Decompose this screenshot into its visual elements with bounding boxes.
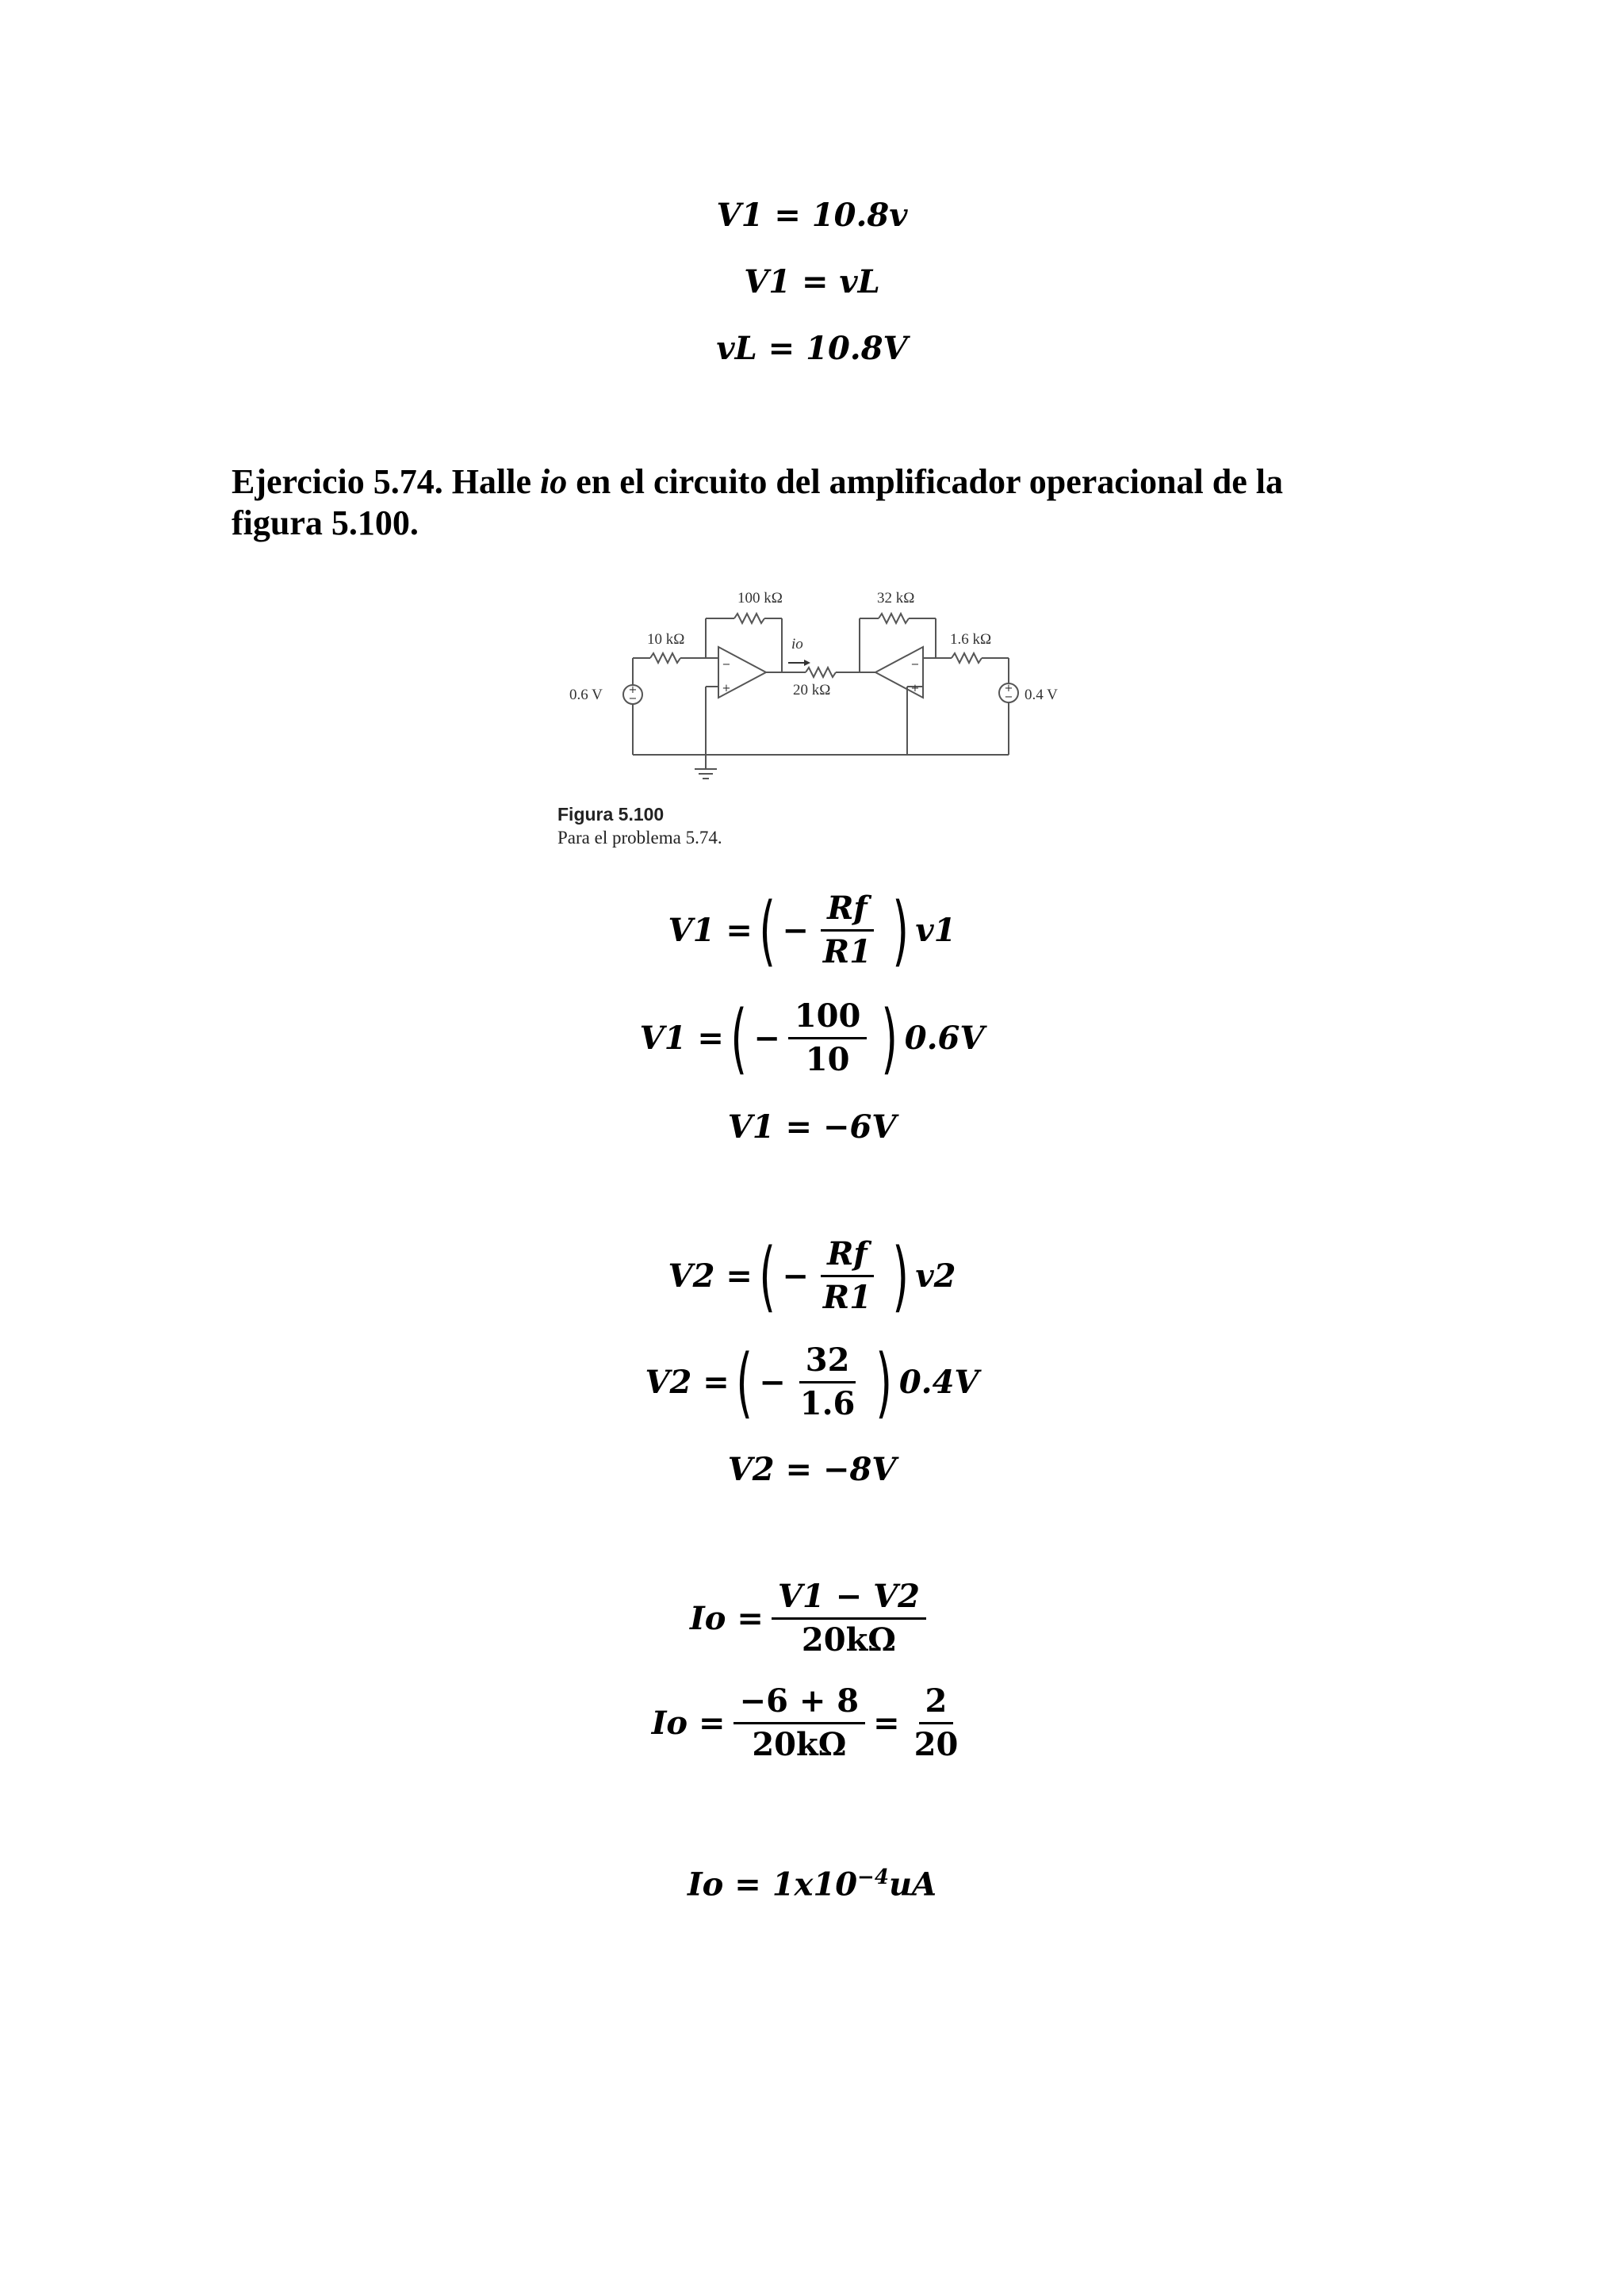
v1-lhs: V1 = xyxy=(668,912,753,949)
label-32k: 32 kΩ xyxy=(877,590,915,607)
io-lhs: Io = xyxy=(690,1600,764,1637)
io-lhs-2: Io = xyxy=(651,1705,726,1742)
equation-io-numeric xyxy=(0,1681,1624,1766)
exercise-heading xyxy=(232,461,1421,544)
heading-line1-rest: en el circuito del amplificador operacional de la xyxy=(567,462,1283,501)
figure-caption-title: Figura 5.100 xyxy=(557,804,665,825)
resistor-32k xyxy=(879,614,909,623)
resistor-10k xyxy=(650,653,680,663)
svg-text:−: − xyxy=(1004,691,1013,703)
v2-lhs: V2 = xyxy=(668,1257,753,1295)
equation-v1-value: V1 = 10.8v xyxy=(716,197,908,234)
resistor-100k xyxy=(734,614,764,623)
resistor-20k xyxy=(806,668,836,677)
equation-v1-result: V1 = −6V xyxy=(727,1108,897,1146)
circuit-figure xyxy=(539,571,1063,872)
svg-text:−: − xyxy=(722,659,731,671)
heading-prefix: Ejercicio 5.74. Halle xyxy=(232,462,540,501)
v2-var: v2 xyxy=(915,1257,956,1295)
heading-line2: figura 5.100. xyxy=(232,503,419,542)
equation-v1-formula: V1 = ( − $\frac{Rf}{R1}$ ) v1 xyxy=(668,886,956,975)
svg-text:+: + xyxy=(910,683,920,695)
equation-io-result: $Io = 1x10^{-4}uA$ xyxy=(687,1866,937,1904)
label-1-6k: 1.6 kΩ xyxy=(950,631,992,648)
svg-text:+: + xyxy=(628,684,638,696)
fraction-32-1-6: $\frac{32}{1.6}$ xyxy=(799,1341,856,1422)
figure-caption-text: Para el problema 5.74. xyxy=(557,828,722,848)
fraction-2-20: $\frac{2}{20}$ xyxy=(914,1682,959,1763)
svg-text:+: + xyxy=(1004,683,1013,695)
equation-v2-numeric: V2 = ( − $\frac{32}{1.6}$ ) 0.4V xyxy=(645,1337,979,1427)
equation-io-formula xyxy=(0,1576,1624,1661)
fraction-100-10: $\frac{100}{10}$ xyxy=(788,996,868,1081)
fraction-minus6-plus8: $\frac{-6 + 8}{20k\Omega}$ xyxy=(733,1681,866,1766)
equation-v2-result: V2 = −8V xyxy=(727,1451,897,1488)
fraction-rf-r1-2: $\frac{Rf}{R1}$ xyxy=(817,1234,878,1318)
heading-var: io xyxy=(539,462,568,501)
label-20k: 20 kΩ xyxy=(793,682,831,698)
fraction-rf-r1: $\frac{Rf}{R1}$ xyxy=(817,888,878,973)
equation-v2-formula: V2 = ( − $\frac{Rf}{R1}$ ) v2 xyxy=(668,1231,956,1321)
resistor-1-6k xyxy=(952,653,982,663)
equals-sign: = xyxy=(873,1705,900,1742)
svg-text:+: + xyxy=(722,683,731,695)
label-source-right: 0.4 V xyxy=(1025,687,1058,703)
equation-v1-equals-vl: V1 = vL xyxy=(744,263,880,300)
label-100k: 100 kΩ xyxy=(737,590,783,607)
fraction-v1-v2: $\frac{V1 - V2}{20k\Omega}$ xyxy=(772,1576,926,1661)
v1-lhs-2: V1 = xyxy=(639,1020,724,1057)
label-io: io xyxy=(791,636,803,652)
label-10k: 10 kΩ xyxy=(647,631,685,648)
v2-lhs-2: V2 = xyxy=(645,1364,730,1401)
label-source-left: 0.6 V xyxy=(569,687,603,703)
equation-vl-value: vL = 10.8V xyxy=(716,330,908,367)
equation-v1-numeric: V1 = ( − $\frac{100}{10}$ ) 0.6V xyxy=(639,993,985,1083)
v2-input: 0.4V xyxy=(898,1364,979,1401)
v1-input: 0.6V xyxy=(904,1020,985,1057)
svg-text:−: − xyxy=(910,659,920,671)
v1-var: v1 xyxy=(915,912,956,949)
minus-sign: − xyxy=(782,912,809,949)
svg-text:−: − xyxy=(628,693,638,705)
